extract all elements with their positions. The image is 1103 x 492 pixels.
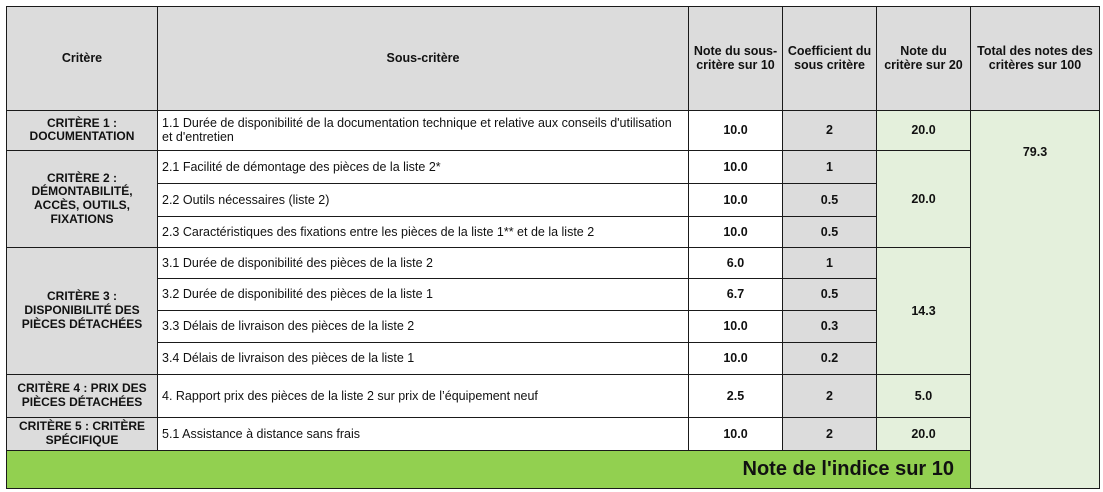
- subcriterion-note: 10.0: [689, 110, 783, 150]
- table-row: [7, 248, 1100, 279]
- subcriterion-coefficient: 0.5: [783, 183, 877, 216]
- header-note-sous-critere: Note du sous-critère sur 10: [689, 7, 783, 111]
- subcriterion-label: 2.3 Caractéristiques des fixations entre les pièces de la liste 1** et de la liste 2: [158, 216, 689, 248]
- subcriterion-coefficient: 2: [783, 374, 877, 417]
- header-critere: Critère: [7, 7, 158, 111]
- subcriterion-note: 2.5: [689, 374, 783, 417]
- subcriterion-label: 3.3 Délais de livraison des pièces de la liste 2: [158, 310, 689, 342]
- subcriterion-coefficient: 1: [783, 151, 877, 184]
- subcriterion-note: 10.0: [689, 310, 783, 342]
- criterion-1-note: 20.0: [877, 110, 971, 150]
- subcriterion-coefficient: 0.5: [783, 279, 877, 311]
- header-coefficient: Coefficient du sous critère: [783, 7, 877, 111]
- table-row: [7, 110, 1100, 150]
- table-row: [7, 417, 1100, 450]
- subcriterion-label: 3.2 Durée de disponibilité des pièces de la liste 1: [158, 279, 689, 311]
- total-score: 79.3: [971, 110, 1100, 488]
- criterion-3-note: 14.3: [877, 248, 971, 374]
- repairability-index-table: [6, 6, 1100, 489]
- subcriterion-note: 10.0: [689, 216, 783, 248]
- subcriterion-note: 10.0: [689, 151, 783, 184]
- header-total: Total des notes des critères sur 100: [971, 7, 1100, 111]
- subcriterion-note: 6.7: [689, 279, 783, 311]
- header-sous-critere: Sous-critère: [158, 7, 689, 111]
- subcriterion-coefficient: 1: [783, 248, 877, 279]
- subcriterion-note: 10.0: [689, 417, 783, 450]
- subcriterion-note: 10.0: [689, 342, 783, 374]
- subcriterion-label: 3.1 Durée de disponibilité des pièces de la liste 2: [158, 248, 689, 279]
- subcriterion-label: 5.1 Assistance à distance sans frais: [158, 417, 689, 450]
- criterion-1-label: CRITÈRE 1 : DOCUMENTATION: [7, 110, 158, 150]
- subcriterion-coefficient: 2: [783, 110, 877, 150]
- header-note-critere: Note du critère sur 20: [877, 7, 971, 111]
- criterion-2-label: CRITÈRE 2 : DÉMONTABILITÉ, ACCÈS, OUTILS, FIXATIONS: [7, 151, 158, 248]
- table-row: [7, 374, 1100, 417]
- subcriterion-coefficient: 0.3: [783, 310, 877, 342]
- subcriterion-coefficient: 0.2: [783, 342, 877, 374]
- index-score-label: Note de l'indice sur 10: [7, 450, 971, 488]
- criterion-5-note: 20.0: [877, 417, 971, 450]
- criterion-3-label: CRITÈRE 3 : DISPONIBILITÉ DES PIÈCES DÉTACHÉES: [7, 248, 158, 374]
- criterion-2-note: 20.0: [877, 151, 971, 248]
- header-row: [7, 7, 1100, 111]
- subcriterion-label: 4. Rapport prix des pièces de la liste 2 sur prix de l’équipement neuf: [158, 374, 689, 417]
- subcriterion-note: 10.0: [689, 183, 783, 216]
- criterion-4-label: CRITÈRE 4 : PRIX DES PIÈCES DÉTACHÉES: [7, 374, 158, 417]
- subcriterion-label: 1.1 Durée de disponibilité de la documentation technique et relative aux conseils d'utilisation et d'entretien: [158, 110, 689, 150]
- table-row: [7, 151, 1100, 184]
- footer-row: [7, 450, 1100, 488]
- subcriterion-label: 2.2 Outils nécessaires (liste 2): [158, 183, 689, 216]
- subcriterion-label: 3.4 Délais de livraison des pièces de la liste 1: [158, 342, 689, 374]
- criterion-5-label: CRITÈRE 5 : CRITÈRE SPÉCIFIQUE: [7, 417, 158, 450]
- subcriterion-label: 2.1 Facilité de démontage des pièces de la liste 2*: [158, 151, 689, 184]
- subcriterion-note: 6.0: [689, 248, 783, 279]
- criterion-4-note: 5.0: [877, 374, 971, 417]
- subcriterion-coefficient: 2: [783, 417, 877, 450]
- subcriterion-coefficient: 0.5: [783, 216, 877, 248]
